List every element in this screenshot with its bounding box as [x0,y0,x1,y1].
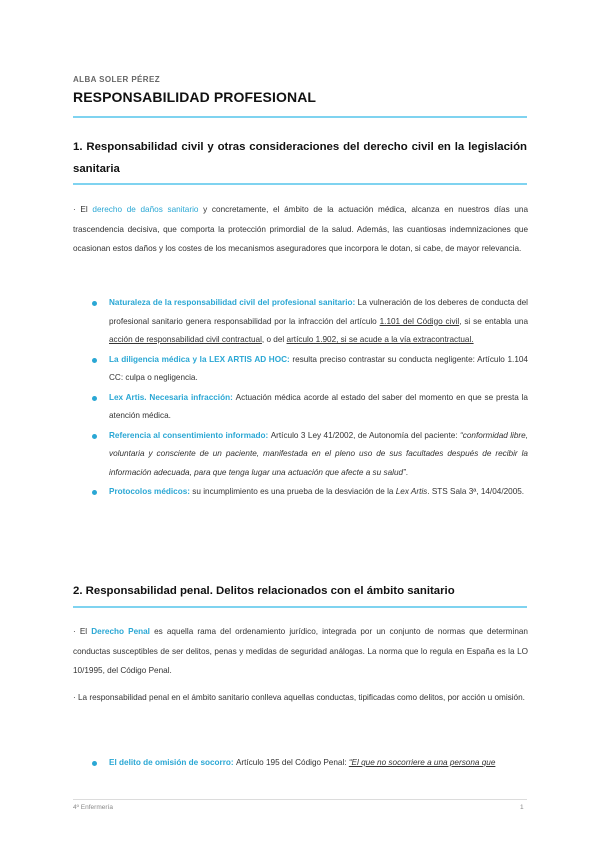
section-2-list [92,754,528,774]
item-sep: : [286,354,293,364]
p1-text: es aquella rama del ordenamiento jurídico, integrada por un conjunto de normas que determinan conductas susceptibles de ser delitos, penas y medidas de seguridad análogas. La norma que lo regula en España es la LO 10/1995, del Código Penal. [73,627,528,675]
section-2-paragraph-1 [73,622,528,681]
author-name: ALBA SOLER PÉREZ [73,75,160,84]
item-sep: : [352,298,358,307]
item-term: Lex Artis. Necesaria infracción [109,392,231,402]
section-1-divider [73,183,527,185]
item-end: . [405,467,409,477]
list-item [92,483,528,502]
item-text: La vulneración de los deberes de conducta del profesional sanitario genera responsabilidad por la infracción del artículo [109,298,528,326]
item-text: resulta preciso contrastar su conducta negligente: Artículo 1.104 CC: culpa o negligencia. [109,354,528,382]
item-sep: : [230,392,236,402]
item-text: , si se entabla una [459,316,528,326]
list-item [92,389,528,426]
item-text: Actuación médica acorde al estado del saber del momento en que se presta la atención médica. [109,392,528,420]
intro-text: y concretamente, el ámbito de la actuación médica, alcanza en nuestros días una trascendencia decisiva, que comporta la protección primordial de la salud. Además, las cuantiosas indemnizaciones que ocasionan estos daños y los costes de los mecanismos aseguradores que incorpora le dotan, si cabe, de mayor relevancia. [73,205,529,253]
bullet-icon [92,301,97,306]
footer-divider [73,799,527,800]
item-sep: : [187,487,193,496]
section-2-paragraph-2: · La responsabilidad penal en el ámbito sanitario conlleva aquellas conductas, tipificadas como delitos, por acción u omisión. [73,693,525,702]
item-link: 1.101 del Código civil [379,316,460,326]
item-term: La diligencia médica y la LEX ARTIS AD HOC [109,354,287,364]
list-item [92,294,528,350]
bullet-icon [92,761,97,766]
item-sep: : [265,430,271,440]
item-quote: “conformidad libre, voluntaria y consciente de un paciente, manifestada en el pleno uso de sus facultades después de recibir la información adecuada, para que tenga lugar una actuación que afecte a su salud” [109,430,528,477]
footer-course: 4º Enfermería [73,804,113,811]
item-term: Protocolos médicos [109,487,188,496]
item-text: , o del [261,335,287,344]
item-link: acción de responsabilidad civil contractual [109,335,262,344]
bullet-icon [92,396,97,401]
item-end: . STS Sala 3ª, 14/04/2005. [427,487,525,496]
p1-prefix: · El [73,627,92,636]
title-divider [73,116,527,118]
item-sep: : [230,758,236,767]
list-item [92,351,528,388]
section-1-list [92,294,528,503]
section-1-intro [73,200,528,259]
list-item [92,754,528,773]
page-number: 1 [520,804,524,811]
item-term: Referencia al consentimiento informado [109,430,266,440]
intro-prefix: · El [73,205,93,214]
item-quote: “El que no socorriere a una persona que [348,758,496,767]
bullet-icon [92,358,97,363]
item-term: Naturaleza de la responsabilidad civil del profesional sanitario [109,298,353,307]
item-text: Artículo 195 del Código Penal: [235,758,349,767]
item-italic: Lex Artis [395,487,428,496]
bullet-icon [92,490,97,495]
section-2-heading: 2. Responsabilidad penal. Delitos relacionados con el ámbito sanitario [73,585,455,597]
list-item [92,427,528,483]
bullet-icon [92,434,97,439]
document-title: RESPONSABILIDAD PROFESIONAL [73,89,317,105]
item-text: Artículo 3 Ley 41/2002, de Autonomía del paciente: [270,430,461,440]
section-1-heading: 1. Responsabilidad civil y otras consideraciones del derecho civil en la legislación sanitaria [73,141,527,175]
p1-term: Derecho Penal [91,627,150,636]
item-text: su incumplimiento es una prueba de la desviación de la [192,487,396,496]
section-2-divider [73,606,527,608]
intro-term: derecho de daños sanitario [92,205,199,214]
item-term: El delito de omisión de socorro [109,758,231,767]
item-link: artículo 1.902, si se acude a la vía extracontractual. [286,335,474,344]
